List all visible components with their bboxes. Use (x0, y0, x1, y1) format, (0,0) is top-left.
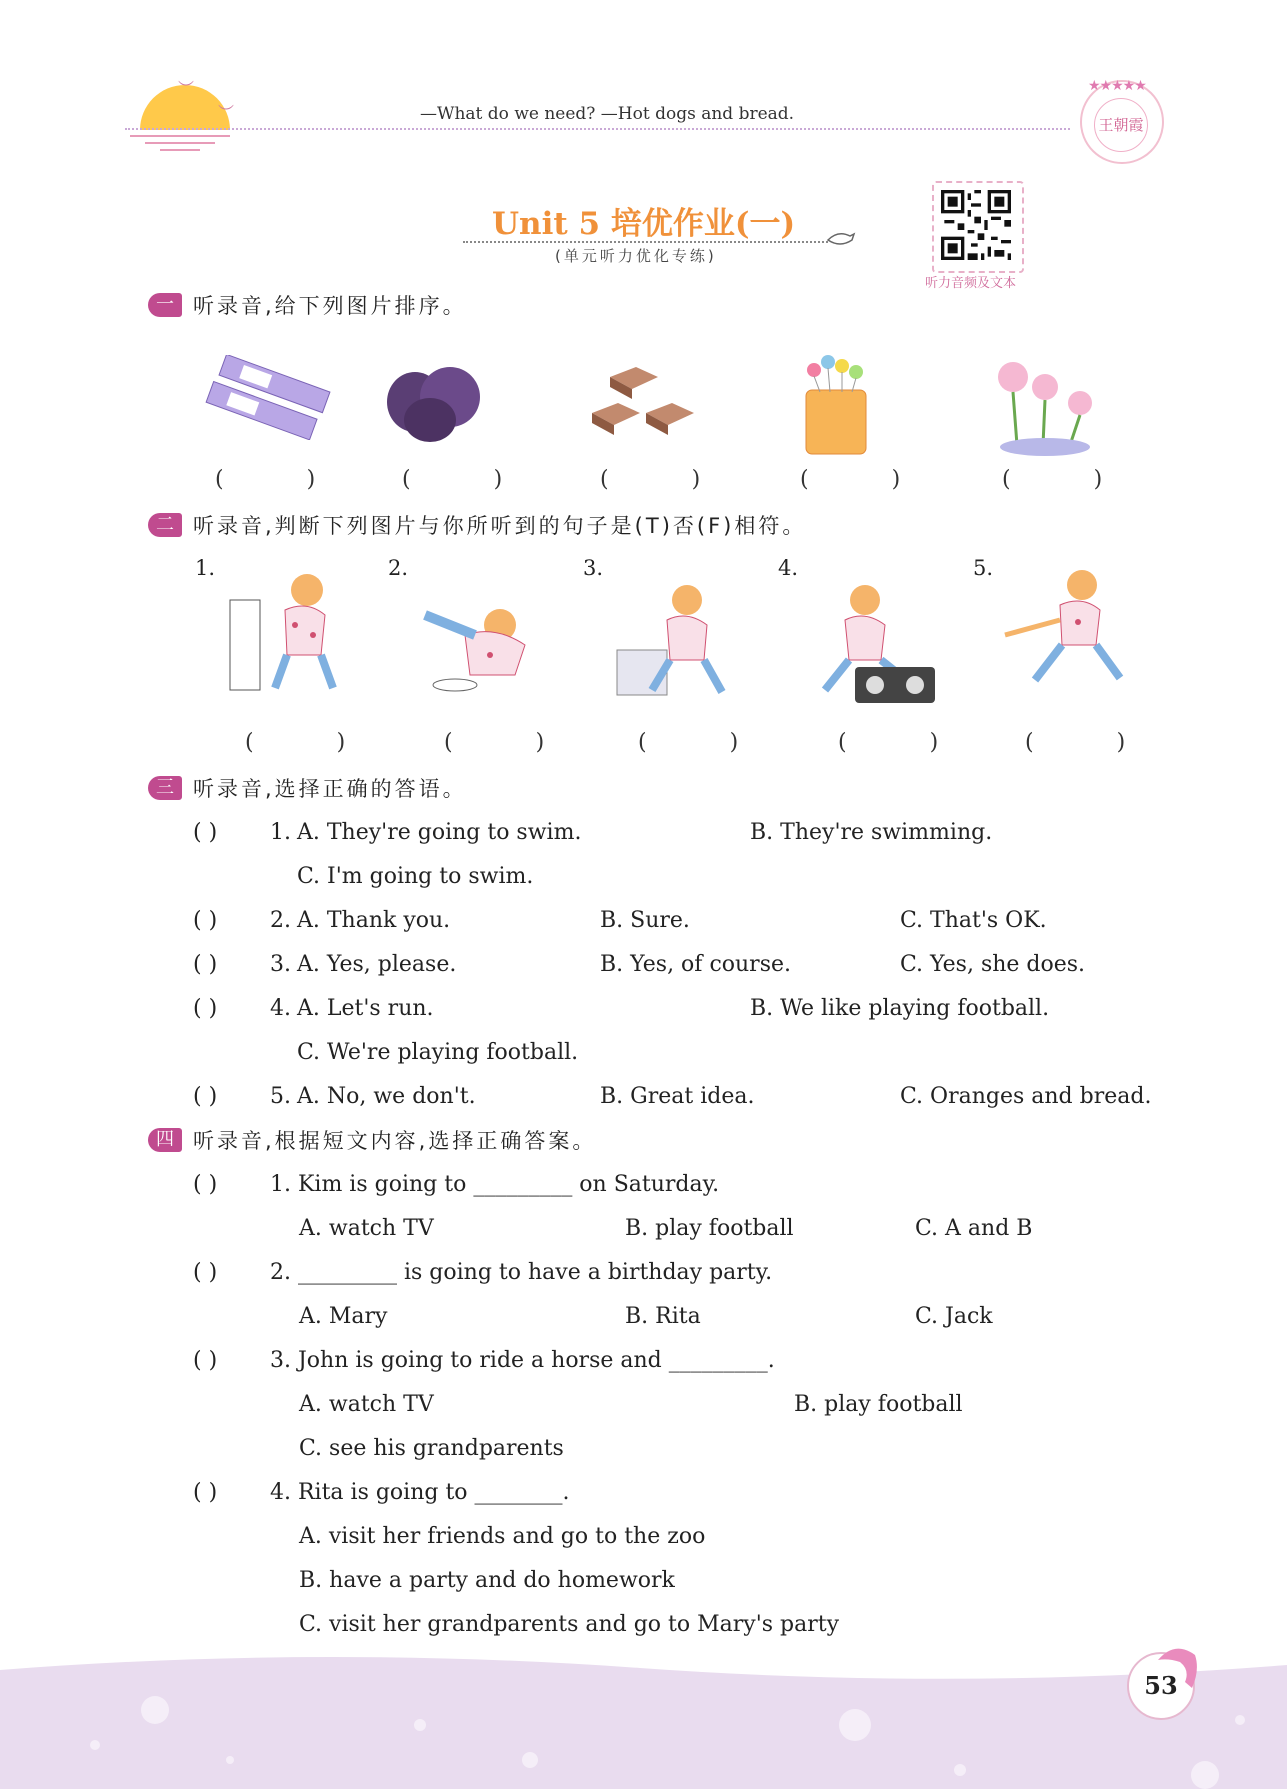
answer-blank[interactable]: ( ) (444, 730, 583, 755)
tiger-cooking-icon (225, 560, 360, 700)
option-c[interactable]: C. see his grandparents (299, 1436, 564, 1461)
badge-text: 王朝霞 (1094, 98, 1148, 152)
footer-wave (0, 1650, 1287, 1789)
dolphin-icon (1150, 1640, 1205, 1700)
option-b[interactable]: B. Yes, of course. (600, 952, 791, 977)
candy-jar-icon (800, 350, 875, 460)
section-badge: 一 (148, 293, 182, 317)
qr-code-icon[interactable] (941, 190, 1011, 260)
flowers-icon (985, 355, 1105, 460)
stars-icon: ★★★★★ (1088, 78, 1146, 94)
answer-blank[interactable]: ( ) (838, 730, 977, 755)
option-a[interactable]: A. watch TV (299, 1216, 434, 1241)
option-b[interactable]: B. They're swimming. (750, 820, 993, 845)
answer-blank[interactable]: ( ) (638, 730, 777, 755)
question-number: 1. (270, 820, 291, 845)
header-divider (125, 128, 1070, 130)
option-a[interactable]: A. Let's run. (297, 996, 434, 1021)
question-number: 5. (270, 1084, 291, 1109)
answer-blank[interactable]: ( ) (245, 730, 384, 755)
option-c[interactable]: C. I'm going to swim. (297, 864, 534, 889)
question-number: 4. (270, 996, 291, 1021)
tiger-dancing-radio-icon (805, 575, 940, 705)
bird-icon: ︶ (178, 79, 195, 98)
option-b[interactable]: B. Rita (625, 1304, 701, 1329)
answer-paren[interactable]: ( ) (193, 1084, 218, 1109)
option-c[interactable]: C. Yes, she does. (900, 952, 1086, 977)
answer-paren[interactable]: ( ) (193, 908, 218, 933)
option-a[interactable]: A. No, we don't. (297, 1084, 476, 1109)
answer-blank[interactable]: ( ) (1002, 467, 1141, 492)
gum-packs-icon (198, 355, 333, 440)
question-stem: 4. Rita is going to ________. (270, 1480, 570, 1505)
section-instruction: 听录音,选择正确的答语。 (193, 777, 467, 801)
plums-icon (380, 362, 490, 447)
answer-blank[interactable]: ( ) (402, 467, 541, 492)
item-number: 1. (195, 556, 216, 580)
page-number: 53 (1127, 1652, 1195, 1720)
answer-paren[interactable]: ( ) (193, 952, 218, 977)
section-badge: 二 (148, 513, 182, 537)
option-c[interactable]: C. We're playing football. (297, 1040, 579, 1065)
pencil-bird-icon (826, 228, 856, 250)
publisher-badge (1080, 80, 1164, 164)
option-b[interactable]: B. play football (625, 1216, 794, 1241)
page-title: Unit 5 培优作业(一) (492, 206, 796, 242)
item-number: 4. (778, 556, 799, 580)
option-b[interactable]: B. play football (794, 1392, 963, 1417)
option-a[interactable]: A. Thank you. (297, 908, 451, 933)
option-a[interactable]: A. watch TV (299, 1392, 434, 1417)
header-dialogue: —What do we need? —Hot dogs and bread. (420, 104, 795, 124)
question-stem: 3. John is going to ride a horse and _________. (270, 1348, 775, 1373)
item-number: 2. (388, 556, 409, 580)
option-c[interactable]: C. That's OK. (900, 908, 1047, 933)
answer-blank[interactable]: ( ) (215, 467, 354, 492)
question-stem: 2. _________ is going to have a birthday party. (270, 1260, 773, 1285)
section-badge: 三 (148, 776, 182, 800)
option-b[interactable]: B. have a party and do homework (299, 1568, 675, 1593)
section-instruction: 听录音,根据短文内容,选择正确答案。 (193, 1129, 597, 1153)
option-b[interactable]: B. Great idea. (600, 1084, 755, 1109)
answer-paren[interactable]: ( ) (193, 1172, 218, 1197)
section-instruction: 听录音,判断下列图片与你所听到的句子是(T)否(F)相符。 (193, 514, 807, 538)
item-number: 5. (973, 556, 994, 580)
bird-icon: ︶ (218, 103, 235, 122)
question-number: 3. (270, 952, 291, 977)
tiger-cleaning-icon (415, 565, 550, 700)
option-c[interactable]: C. Jack (915, 1304, 993, 1329)
tiger-running-icon (1000, 560, 1135, 700)
answer-paren[interactable]: ( ) (193, 820, 218, 845)
answer-paren[interactable]: ( ) (193, 996, 218, 1021)
option-b[interactable]: B. We like playing football. (750, 996, 1050, 1021)
question-number: 2. (270, 908, 291, 933)
option-c[interactable]: C. Oranges and bread. (900, 1084, 1152, 1109)
answer-blank[interactable]: ( ) (600, 467, 739, 492)
option-a[interactable]: A. They're going to swim. (297, 820, 582, 845)
page-subtitle: (单元听力优化专练) (555, 247, 717, 265)
sun-reflection-lines (130, 135, 230, 156)
option-a[interactable]: A. Yes, please. (297, 952, 457, 977)
answer-blank[interactable]: ( ) (1025, 730, 1164, 755)
option-b[interactable]: B. Sure. (600, 908, 690, 933)
answer-paren[interactable]: ( ) (193, 1348, 218, 1373)
chocolate-icon (588, 365, 698, 445)
section-instruction: 听录音,给下列图片排序。 (193, 294, 467, 318)
option-c[interactable]: C. A and B (915, 1216, 1033, 1241)
qr-caption: 听力音频及文本 (925, 276, 1017, 291)
tiger-washing-icon (612, 570, 747, 700)
question-stem: 1. Kim is going to _________ on Saturday. (270, 1172, 720, 1197)
option-a[interactable]: A. visit her friends and go to the zoo (299, 1524, 706, 1549)
item-number: 3. (583, 556, 604, 580)
answer-paren[interactable]: ( ) (193, 1260, 218, 1285)
option-a[interactable]: A. Mary (299, 1304, 388, 1329)
answer-blank[interactable]: ( ) (800, 467, 939, 492)
section-badge: 四 (148, 1128, 182, 1152)
title-underline (463, 241, 828, 243)
option-c[interactable]: C. visit her grandparents and go to Mary's party (299, 1612, 840, 1637)
answer-paren[interactable]: ( ) (193, 1480, 218, 1505)
